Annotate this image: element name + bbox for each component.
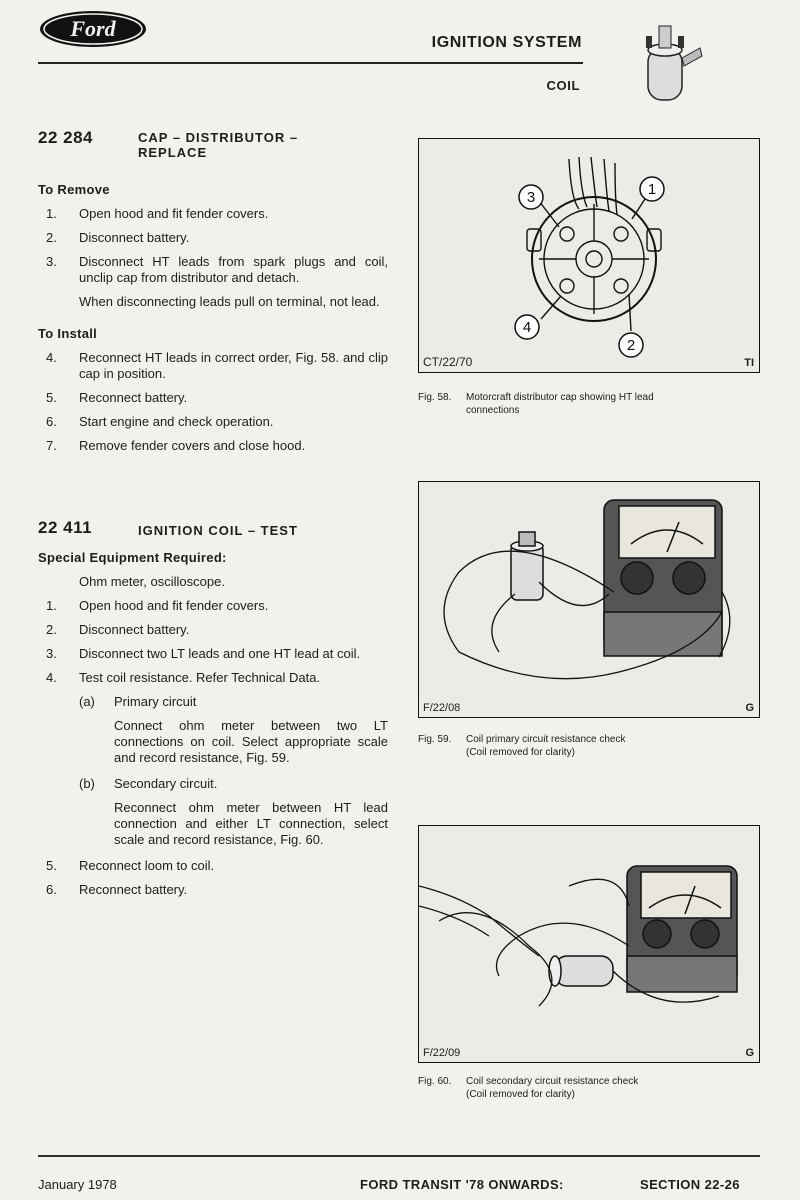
list-item: 3. Disconnect two LT leads and one HT lead at coil.: [46, 646, 361, 661]
list-item: 7. Remove fender covers and close hood.: [46, 438, 306, 453]
footer-section: SECTION 22-26: [640, 1177, 740, 1192]
section-title: IGNITION COIL – TEST: [138, 523, 298, 538]
ford-logo: [38, 9, 148, 49]
list-item: 1. Open hood and fit fender covers.: [46, 598, 269, 613]
callout-2: 2: [626, 337, 636, 354]
section-number: 22 411: [38, 518, 93, 537]
remove-note: When disconnecting leads pull on terminal, not lead.: [79, 294, 380, 309]
list-item: 4. Reconnect HT leads in correct order, Fig. 58. and clip cap in position.: [46, 350, 388, 381]
sub-step-primary: (a) Primary circuit: [79, 694, 197, 709]
header-divider: [38, 62, 583, 64]
page-subtitle: COIL: [546, 78, 580, 93]
callout-1: 1: [647, 181, 657, 198]
figure-code: CT/22/70: [423, 355, 473, 369]
figure-58-caption: Fig. 58. Motorcraft distributor cap showing HT lead connections: [418, 392, 654, 416]
brand-text: Ford: [70, 16, 116, 41]
figure-60: [418, 825, 760, 1063]
equipment-list: Ohm meter, oscilloscope.: [79, 574, 225, 589]
list-item: 1. Open hood and fit fender covers.: [46, 206, 269, 221]
callout-3: 3: [526, 189, 536, 206]
figure-59: [418, 481, 760, 718]
footer-divider: [38, 1155, 760, 1157]
coil-illustration: [628, 8, 708, 108]
figure-59-caption: Fig. 59. Coil primary circuit resistance check (Coil removed for clarity): [418, 734, 626, 758]
list-item: 2. Disconnect battery.: [46, 622, 190, 637]
figure-mark: G: [745, 702, 754, 714]
footer-date: January 1978: [38, 1177, 117, 1192]
list-item: 5. Reconnect loom to coil.: [46, 858, 215, 873]
footer-book-title: FORD TRANSIT '78 ONWARDS:: [360, 1177, 564, 1192]
equipment-heading: Special Equipment Required:: [38, 550, 227, 565]
list-item: 3. Disconnect HT leads from spark plugs and coil, unclip cap from distributor and detach.: [46, 254, 388, 285]
figure-58: [418, 138, 760, 373]
list-item: 4. Test coil resistance. Refer Technical Data.: [46, 670, 321, 685]
figure-code: F/22/09: [423, 1047, 461, 1059]
callout-4: 4: [522, 319, 532, 336]
section-heading-22284: [38, 130, 388, 160]
remove-heading: To Remove: [38, 182, 110, 197]
list-item: 6. Start engine and check operation.: [46, 414, 274, 429]
sub-step-secondary-text: Reconnect ohm meter between HT lead connection and either LT connection, select scale and record resistance, Fig. 60.: [114, 800, 388, 847]
list-item: 2. Disconnect battery.: [46, 230, 190, 245]
figure-60-caption: Fig. 60. Coil secondary circuit resistance check (Coil removed for clarity): [418, 1076, 639, 1100]
section-number: 22 284: [38, 128, 93, 147]
figure-code: F/22/08: [423, 702, 461, 714]
section-heading-22411: [38, 520, 388, 538]
figure-mark: TI: [744, 357, 754, 369]
sub-step-secondary: (b) Secondary circuit.: [79, 776, 218, 791]
page-title: IGNITION SYSTEM: [431, 34, 582, 51]
install-heading: To Install: [38, 326, 98, 341]
sub-step-primary-text: Connect ohm meter between two LT connections on coil. Select appropriate scale and record resistance, Fig. 59.: [114, 718, 388, 765]
list-item: 6. Reconnect battery.: [46, 882, 188, 897]
list-item: 5. Reconnect battery.: [46, 390, 188, 405]
procedure-column: [38, 130, 388, 906]
figure-mark: G: [745, 1047, 754, 1059]
section-title: CAP – DISTRIBUTOR – REPLACE: [138, 130, 299, 160]
